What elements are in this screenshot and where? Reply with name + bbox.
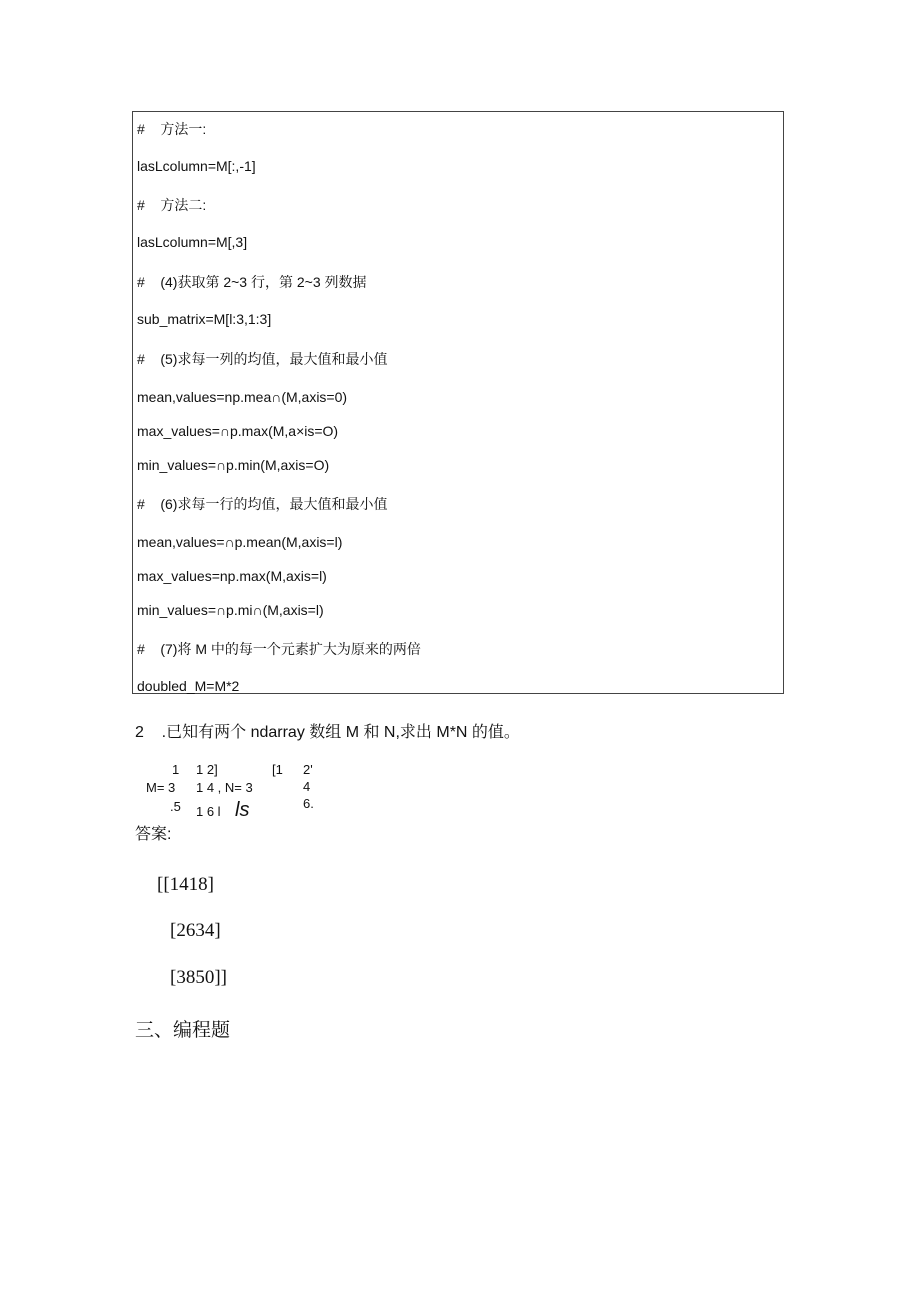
code-line: sub_matrix=M[l:3,1:3] bbox=[137, 311, 272, 327]
matrix-fragment: 2' bbox=[303, 762, 313, 777]
code-line: min_values=∩p.min(M,axis=O) bbox=[137, 457, 330, 473]
code-block bbox=[132, 111, 784, 694]
matrix-fragment: 1 bbox=[172, 762, 180, 777]
code-line: lasLcolumn=M[,3] bbox=[137, 234, 248, 250]
code-line: max_values=np.max(M,axis=l) bbox=[137, 568, 327, 584]
code-line: doubled_M=M*2 bbox=[137, 678, 240, 694]
matrix-fragment: .5 bbox=[170, 799, 181, 814]
answer-row: [2634] bbox=[170, 920, 221, 941]
answer-row: [3850]] bbox=[170, 967, 227, 988]
code-comment-method-2: # 方法二: bbox=[137, 197, 207, 213]
matrix-fragment: 6. bbox=[303, 796, 314, 811]
code-comment: # (4)获取第 2~3 行，第 2~3 列数据 bbox=[137, 274, 367, 290]
matrix-fragment: 1 2] bbox=[196, 762, 218, 777]
code-line: lasLcolumn=M[:,-1] bbox=[137, 158, 256, 174]
matrix-fragment: 1 6 l bbox=[196, 804, 221, 819]
code-comment: # (6)求每一行的均值，最大值和最小值 bbox=[137, 496, 388, 512]
code-comment-method-1: # 方法一: bbox=[137, 121, 207, 137]
matrix-fragment: 1 4 , N= 3 bbox=[196, 780, 253, 795]
code-line: mean,values=np.mea∩(M,axis=0) bbox=[137, 389, 348, 405]
code-line: max_values=∩p.max(M,a×is=O) bbox=[137, 423, 339, 439]
code-line: min_values=∩p.mi∩(M,axis=l) bbox=[137, 602, 324, 618]
matrix-fragment: 4 bbox=[303, 779, 311, 794]
code-line: mean,values=∩p.mean(M,axis=l) bbox=[137, 534, 343, 550]
matrix-fragment: M= 3 bbox=[146, 780, 176, 795]
answer-label: 答案: bbox=[135, 826, 172, 843]
section-heading: 三、编程题 bbox=[135, 1020, 231, 1041]
matrix-fragment: [1 bbox=[272, 762, 283, 777]
question-text: 2 .已知有两个 ndarray 数组 M 和 N,求出 M*N 的值。 bbox=[135, 724, 520, 741]
matrix-fragment: ls bbox=[235, 799, 250, 821]
answer-row: [[1418] bbox=[157, 874, 214, 895]
code-comment: # (7)将 M 中的每一个元素扩大为原来的两倍 bbox=[137, 641, 421, 657]
code-comment: # (5)求每一列的均值，最大值和最小值 bbox=[137, 351, 388, 367]
